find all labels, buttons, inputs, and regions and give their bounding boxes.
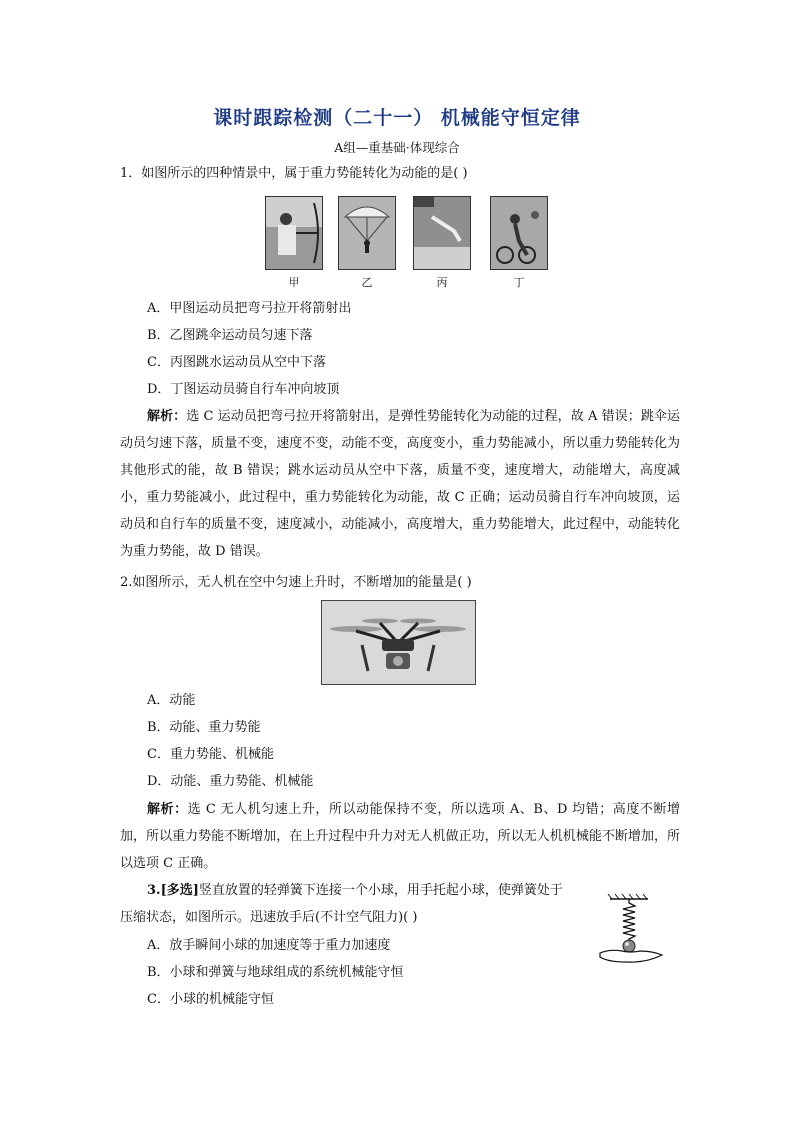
q1-option-b: B．乙图跳伞运动员匀速下落	[147, 328, 313, 343]
q1-analysis	[120, 403, 680, 565]
q1-analysis-text: 选 C 运动员把弯弓拉开将箭射出，是弹性势能转化为动能的过程，故 A 错误；跳伞运动员匀速下落，质量不变，速度不变，动能不变，高度变小，重力势能减小，所以重力势能转化为其他形式的能，故 B 错误；跳水运动员从空中下落，质量不变，速度增大，动能增大，高度减小，重力势能减小，此过程中，重力势能转化为动能，故 C 正确；运动员骑自行车冲向坡顶，运动员和自行车的质量不变，速度减小，动能减小，高度增大，重力势能增大，此过程中，动能转化为重力势能，故 D 错误。	[120, 409, 680, 559]
q1-label-bing: 丙	[436, 276, 448, 289]
q3-option-b: B．小球和弹簧与地球组成的系统机械能守恒	[147, 965, 404, 980]
q2-analysis-label: 解析：	[147, 802, 188, 817]
q1-stem: 1．如图所示的四种情景中，属于重力势能转化为动能的是( )	[120, 166, 468, 181]
q3-spring-diagram	[596, 893, 666, 968]
q1-photo-archer	[265, 196, 323, 270]
q2-analysis	[120, 796, 680, 877]
q2-analysis-text: 选 C 无人机匀速上升，所以动能保持不变，所以选项 A、B、D 均错；高度不断增加，所以重力势能不断增加，在上升过程中升力对无人机做正功，所以无人机机械能不断增加，所以选项 C 正确。	[120, 802, 680, 871]
page-title: 课时跟踪检测（二十一） 机械能守恒定律	[213, 107, 581, 129]
q1-label-jia: 甲	[288, 276, 300, 289]
q3-stem-text-1: 竖直放置的轻弹簧下连接一个小球，用手托起小球，使弹簧处于	[198, 883, 563, 898]
q2-option-a: A．动能	[147, 693, 196, 708]
q2-stem: 2.如图所示，无人机在空中匀速上升时，不断增加的能量是( )	[120, 575, 472, 590]
q2-option-d: D．动能、重力势能、机械能	[147, 774, 314, 789]
q2-option-b: B．动能、重力势能	[147, 720, 261, 735]
q1-option-c: C．丙图跳水运动员从空中下落	[147, 355, 326, 370]
q1-photo-parachute	[338, 196, 396, 270]
q3-stem-line2: 压缩状态，如图所示。迅速放手后(不计空气阻力)( )	[120, 910, 418, 925]
q3-stem-line1	[147, 882, 597, 900]
q1-option-a: A．甲图运动员把弯弓拉开将箭射出	[147, 301, 352, 316]
q2-option-c: C．重力势能、机械能	[147, 747, 274, 762]
q1-label-yi: 乙	[361, 276, 373, 289]
q3-option-c: C．小球的机械能守恒	[147, 992, 274, 1007]
q3-option-a: A．放手瞬间小球的加速度等于重力加速度	[147, 938, 391, 953]
q1-label-ding: 丁	[513, 276, 525, 289]
q1-option-d: D．丁图运动员骑自行车冲向坡顶	[147, 382, 340, 397]
q2-drone-image	[321, 600, 476, 685]
section-subtitle: A组—重基础·体现综合	[334, 140, 460, 155]
q1-analysis-label: 解析：	[147, 409, 187, 424]
q1-photo-diver	[413, 196, 471, 270]
q3-tag: 3.[多选]	[147, 883, 199, 898]
q1-photo-cyclists	[490, 196, 548, 270]
